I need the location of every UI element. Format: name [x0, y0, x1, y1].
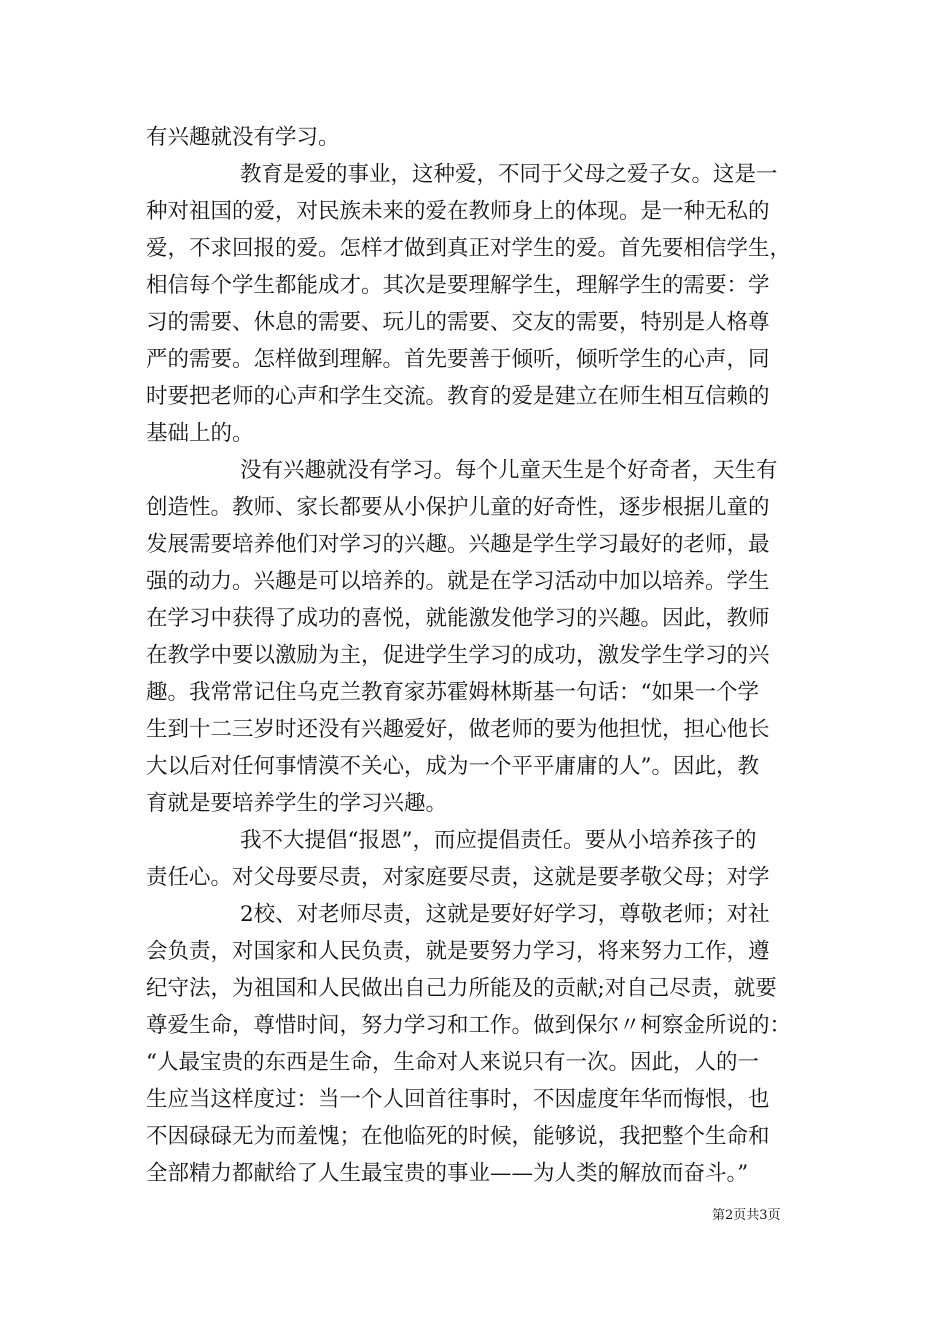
text-line: 强的动力。兴趣是可以培养的。就是在学习活动中加以培养。学生 [146, 569, 770, 594]
paragraph-start-line: 教育是爱的事业，这种爱，不同于父母之爱子女。这是一 [240, 162, 778, 187]
text-line: 时要把老师的心声和学生交流。教育的爱是建立在师生相互信赖的 [146, 384, 770, 409]
text-line: 爱，不求回报的爱。怎样才做到真正对学生的爱。首先要相信学生， [146, 236, 792, 261]
text-line: 基础上的。 [146, 421, 254, 446]
text-line: 发展需要培养他们对学习的兴趣。兴趣是学生学习最好的老师，最 [146, 532, 770, 557]
text-line: 不因碌碌无为而羞愧；在他临死的时候，能够说，我把整个生命和 [146, 1124, 770, 1149]
text-line: 在学习中获得了成功的喜悦，就能激发他学习的兴趣。因此，教师 [146, 606, 770, 631]
text-line: 有兴趣就没有学习。 [146, 125, 340, 150]
text-line: 习的需要、休息的需要、玩儿的需要、交友的需要，特别是人格尊 [146, 310, 770, 335]
text-line: 生应当这样度过：当一个人回首往事时，不因虚度年华而悔恨，也 [146, 1087, 770, 1112]
text-line: 相信每个学生都能成才。其次是要理解学生，理解学生的需要：学 [146, 273, 770, 298]
paragraph-start-line: 没有兴趣就没有学习。每个儿童天生是个好奇者，天生有 [240, 458, 778, 483]
paragraph-start-line: 2校、对老师尽责，这就是要好好学习，尊敬老师；对社 [240, 902, 770, 927]
text-line: 种对祖国的爱，对民族未来的爱在教师身上的体现。是一种无私的 [146, 199, 770, 224]
page-number-footer: 第2页共3页 [712, 1208, 781, 1223]
text-line: 全部精力都献给了人生最宝贵的事业——为人类的解放而奋斗。” [146, 1161, 749, 1186]
paragraph-start-line: 我不大提倡“报恩”，而应提倡责任。要从小培养孩子的 [240, 828, 757, 853]
text-line: “人最宝贵的东西是生命，生命对人来说只有一次。因此，人的一 [146, 1050, 759, 1075]
text-line: 大以后对任何事情漠不关心，成为一个平平庸庸的人”。因此，教 [146, 754, 759, 779]
text-line: 创造性。教师、家长都要从小保护儿童的好奇性，逐步根据儿童的 [146, 495, 770, 520]
text-line: 严的需要。怎样做到理解。首先要善于倾听，倾听学生的心声，同 [146, 347, 770, 372]
text-line: 生到十二三岁时还没有兴趣爱好，做老师的要为他担忧，担心他长 [146, 717, 770, 742]
text-line: 育就是要培养学生的学习兴趣。 [146, 791, 448, 816]
text-line: 在教学中要以激励为主，促进学生学习的成功，激发学生学习的兴 [146, 643, 770, 668]
text-line: 尊爱生命，尊惜时间，努力学习和工作。做到保尔〃柯察金所说的： [146, 1013, 792, 1038]
text-line: 责任心。对父母要尽责，对家庭要尽责，这就是要孝敬父母；对学 [146, 865, 770, 890]
text-line: 纪守法，为祖国和人民做出自己力所能及的贡献;对自己尽责，就要 [146, 976, 777, 1001]
text-line: 趣。我常常记住乌克兰教育家苏霍姆林斯基一句话：“如果一个学 [146, 680, 759, 705]
text-line: 会负责，对国家和人民负责，就是要努力学习，将来努力工作，遵 [146, 939, 770, 964]
